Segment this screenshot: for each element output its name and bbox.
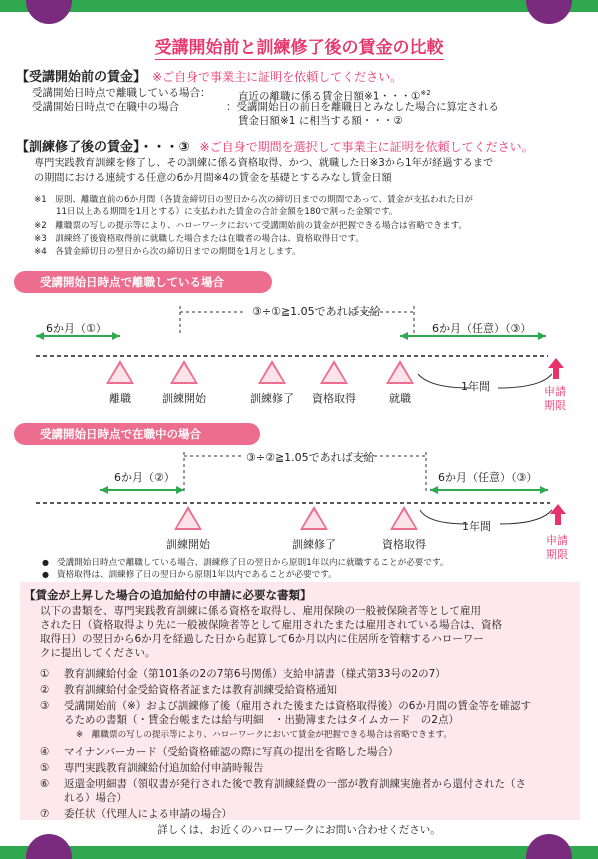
case1-marker-5: [386, 360, 414, 384]
case1-marker-2: [170, 360, 198, 384]
doc-item-6b: れる）場合）: [64, 792, 127, 804]
top-green-band: [0, 0, 598, 12]
before-row1-label: 受講開始日時点で離職している場合：: [32, 87, 211, 99]
case1-pill: 受講開始日時点で離職している場合: [14, 271, 272, 293]
case1-marker-1: [106, 360, 134, 384]
doc-item-3b: るための書類（・賃金台帳または給与明細 ・出勤簿またはタイムカード の2点）: [64, 714, 459, 726]
case2-year: 1年間: [462, 520, 491, 533]
case1-left-period: 6か月（①）: [46, 322, 107, 335]
case2-deadline: 申請 期限: [546, 534, 568, 561]
case2-formula: ③÷②≧1.05であれば支給: [246, 451, 375, 464]
case1-event-3: 訓練修了: [250, 392, 294, 405]
after-line1: 専門実践教育訓練を修了し、その訓練に係る資格取得、かつ、就職した日※3から1年が経過するまで: [34, 158, 494, 169]
box-intro-2: された日（資格取得より先に一般被保険者等として雇用されたまたは雇用されている場合は、資格: [40, 619, 502, 631]
top-right-circle: [526, 0, 572, 24]
after-line2: の期間における連続する任意の6か月間※4の賃金を基礎とするみなし賃金日額: [34, 173, 392, 184]
doc-item-1: ① 教育訓練給付金（第101条の2の7第6号関係）支給申請書（様式第33号の2の7）: [40, 668, 446, 680]
note-2: ※2 離職票の写しの提示等により、ハローワークにおいて受講開始前の賃金が把握できる場合は省略できます。: [34, 221, 468, 231]
note-1b: 11日以上ある期間を1月とする）に支払われた賃金の合計金額を180で割った金額です。: [56, 207, 398, 217]
case1-formula: ③÷①≧1.05であれば支給: [252, 305, 381, 318]
case1-right-period: 6か月（任意）（③）: [432, 322, 532, 335]
top-left-circle: [26, 0, 72, 24]
doc-item-3: ③ 受講開始前（※）および訓練修了後（雇用された後または資格取得後）の6か月間の賃金等を確認す: [40, 700, 531, 712]
doc-item-6: ⑥ 返還金明細書（領収書が発行された後で教育訓練経費の一部が教育訓練実施者から還付された（さ: [40, 778, 526, 790]
case1-marker-3: [258, 360, 286, 384]
before-row2-label: 受講開始日時点で在職中の場合: [32, 101, 179, 113]
after-heading: 【訓練修了後の賃金】・・・③ ※ご自身で期間を選択して事業主に証明を依頼してください。: [16, 140, 534, 155]
note-3: ※3 訓練終了後資格取得前に就職した場合または在職者の場合は、資格取得日です。: [34, 234, 364, 244]
note-4: ※4 各賃金締切日の翌日から次の締切日までの期間を1月とします。: [34, 247, 301, 257]
footer-text: 詳しくは、お近くのハローワークにお問い合わせください。: [157, 824, 441, 836]
case2-event-3: 資格取得: [382, 538, 426, 551]
case2-event-2: 訓練修了: [292, 538, 336, 551]
case1-deadline: 申請 期限: [544, 385, 566, 412]
box-intro-3: 取得日）の翌日から6か月を経過した日から起算して6か月以内に住居所を管轄するハローワー: [40, 633, 484, 645]
case2-marker-2: [300, 506, 328, 530]
case1-marker-4: [320, 360, 348, 384]
case2-right-period: 6か月（任意）（③）: [438, 471, 538, 484]
bottom-green-band: [0, 846, 598, 859]
bullet-1: ● 受講開始日時点で離職している場合、訓練修了日の翌日から原則1年以内に就職することが必要です。: [42, 558, 449, 568]
case1-event-5: 就職: [389, 392, 411, 405]
case2-marker-3: [390, 506, 418, 530]
doc-item-3-note: ※ 離職票の写しの提示等により、ハローワークにおいて賃金が把握できる場合は省略できます。: [76, 730, 453, 740]
bottom-right-circle: [526, 834, 572, 859]
before-row1-value: 直近の離職に係る賃金日額※1・・・①$^{※2}$: [238, 89, 431, 103]
case2-marker-1: [174, 506, 202, 530]
case2-left-period: 6か月（②）: [114, 471, 175, 484]
before-row2-value: ：受講開始日の前日を離職日とみなした場合に算定される: [226, 101, 499, 113]
before-heading: 【受講開始前の賃金】 ※ご自身で事業主に証明を依頼してください。: [16, 70, 403, 85]
case1-year: 1年間: [461, 380, 490, 393]
note-1: ※1 原則、離職直前の6か月間（各賃金締切日の翌日から次の締切日までの期間であって、賃金が支払われた日が: [34, 195, 473, 205]
case1-event-2: 訓練開始: [162, 392, 206, 405]
bullet-2: ● 資格取得は、訓練修了日の翌日から原則1年以内であることが必要です。: [42, 570, 337, 580]
page-title: 受講開始前と訓練修了後の賃金の比較: [154, 38, 444, 58]
box-intro-4: クに提出してください。: [40, 647, 156, 659]
case1-event-1: 離職: [109, 392, 131, 405]
doc-item-2: ② 教育訓練給付金受給資格者証または教育訓練受給資格通知: [40, 684, 337, 696]
doc-item-5: ⑤ 専門実践教育訓練給付追加給付申請時報告: [40, 762, 264, 774]
box-title: 【賃金が上昇した場合の追加給付の申請に必要な書類】: [24, 588, 312, 602]
box-intro-1: 以下の書類を、専門実践教育訓練に係る資格を取得し、雇用保険の一般被保険者等として雇用: [40, 605, 481, 617]
before-row2-value2: 賃金日額※1 に相当する額・・・②: [238, 115, 403, 127]
bottom-left-circle: [26, 834, 72, 859]
case2-pill: 受講開始日時点で在職中の場合: [14, 423, 260, 445]
case1-event-4: 資格取得: [312, 392, 356, 405]
doc-item-4: ④ マイナンバーカード（受給資格確認の際に写真の提出を省略した場合）: [40, 746, 399, 758]
case2-event-1: 訓練開始: [166, 538, 210, 551]
doc-item-7: ⑦ 委任状（代理人による申請の場合）: [40, 808, 232, 820]
